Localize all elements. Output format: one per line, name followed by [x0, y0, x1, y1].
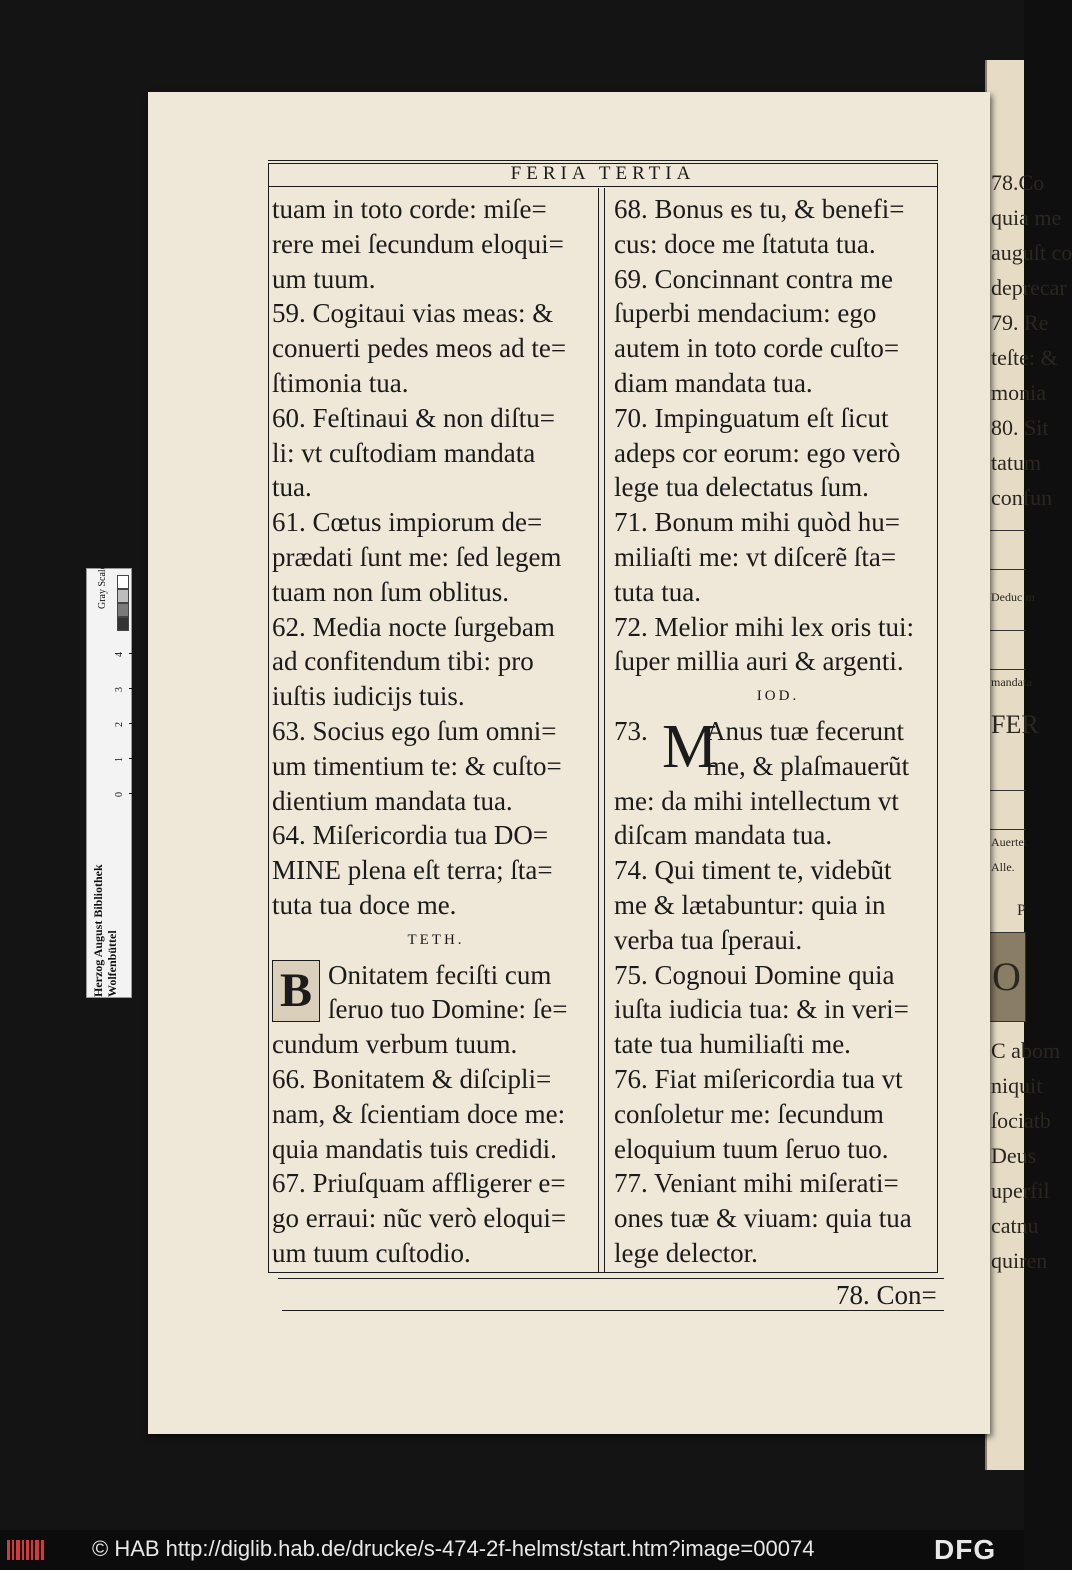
- ruler-tick: [129, 793, 132, 794]
- text-line: 67. Priuſquam affligerer e=: [272, 1168, 566, 1199]
- gray-swatch: [117, 575, 129, 589]
- text-line: conſoletur me: ſecundum: [614, 1098, 884, 1129]
- text-line: Onitatem feciſti cum: [328, 959, 552, 990]
- text-line: autem in toto corde cuſto=: [614, 333, 900, 364]
- text-line: dientium mandata tua.: [272, 785, 513, 816]
- text-line: 68. Bonus es tu, & benefi=: [614, 194, 905, 224]
- text-line: lege tua delectatus ſum.: [614, 472, 869, 503]
- facing-page-text: Deus: [991, 1143, 1037, 1168]
- music-staff: [987, 630, 1026, 670]
- facing-page-text: C abom: [991, 1038, 1061, 1063]
- text-line: quia mandatis tuis credidi.: [272, 1133, 557, 1164]
- text-line: tuta tua doce me.: [272, 889, 457, 920]
- text-line: 69. Concinnant contra me: [614, 263, 893, 294]
- text-line: 64. Miſericordia tua DO=: [272, 820, 549, 851]
- text-line: 60. Feſtinaui & non diſtu=: [272, 402, 555, 433]
- text-line: tua.: [272, 472, 312, 503]
- text-line: 63. Socius ego ſum omni=: [272, 715, 557, 746]
- facing-page-text: tatum: [991, 450, 1042, 475]
- text-line: 66. Bonitatem & diſcipli=: [272, 1063, 552, 1094]
- initial-paragraph: [614, 714, 942, 784]
- text-line: tate tua humiliaſti me.: [614, 1029, 851, 1060]
- text-line: MINE plena eſt terra; ſta=: [272, 855, 553, 886]
- text-line: iuſtis iudicĳs tuis.: [272, 681, 465, 712]
- text-line: tuta tua.: [614, 576, 701, 607]
- barcode-icon: [6, 1538, 46, 1562]
- facing-page-text: uperfil: [991, 1178, 1050, 1203]
- facing-page-text: catnu: [991, 1213, 1039, 1238]
- drop-cap-initial: B: [272, 960, 320, 1022]
- text-line: adeps cor eorum: ego verò: [614, 437, 901, 468]
- text-line: cus: doce me ſtatuta tua.: [614, 228, 876, 259]
- text-line: 75. Cognoui Domine quia: [614, 959, 895, 990]
- right-column: [614, 192, 942, 1271]
- text-line: 74. Qui timent te, videbũt: [614, 855, 892, 886]
- text-line: 77. Veniant mihi miſerati=: [614, 1168, 899, 1199]
- text-line: me, & plaſmauerũt: [706, 750, 910, 781]
- text-line: verba tua ſperaui.: [614, 924, 803, 955]
- facing-page-text: 78.Co: [991, 170, 1045, 195]
- frame-rule: [268, 160, 938, 161]
- facing-page-text: P: [1017, 902, 1026, 919]
- text-line: miliaſti me: vt diſcerẽ ſta=: [614, 541, 897, 572]
- facing-page-text: Deduc m: [991, 590, 1035, 604]
- initial-paragraph: [272, 958, 600, 1028]
- section-heading: IOD.: [756, 688, 800, 705]
- text-line: rere mei ſecundum eloqui=: [272, 228, 564, 259]
- text-line: conuerti pedes meos ad te=: [272, 333, 567, 364]
- facing-page-text: 80. Sit: [991, 415, 1049, 440]
- text-line: ſtimonia tua.: [272, 367, 409, 398]
- left-column: [272, 192, 600, 1271]
- text-line: lege delector.: [614, 1237, 758, 1268]
- section-heading: TETH.: [407, 931, 465, 948]
- facing-page-text: confun: [991, 485, 1053, 510]
- facing-page-text: niquit: [991, 1073, 1043, 1098]
- decorated-initial: O: [989, 932, 1026, 1022]
- text-line: ſeruo tuo Domine: ſe=: [328, 994, 568, 1025]
- catchword: 78. Con=: [836, 1280, 937, 1310]
- large-initial: M: [662, 712, 718, 781]
- gray-scale-ruler: [86, 564, 132, 998]
- ruler-institution-city: Wolfenbüttel: [105, 930, 119, 997]
- text-line: iuſta iudicia tua: & in veri=: [614, 994, 909, 1025]
- ruler-tick: [129, 723, 132, 724]
- text-line: prædati ſunt me: ſed legem: [272, 541, 562, 572]
- text-line: tuam in toto corde: miſe=: [272, 194, 547, 224]
- text-line: 76. Fiat miſericordia tua vt: [614, 1063, 903, 1094]
- viewer-footer: [0, 1530, 1024, 1570]
- ruler-tick: [129, 653, 132, 654]
- facing-page-text: monia: [991, 380, 1046, 405]
- text-line: eloquium tuum ſeruo tuo.: [614, 1133, 889, 1164]
- text-line: um tuum.: [272, 263, 376, 294]
- text-line: Anus tuæ fecerunt: [706, 715, 904, 746]
- music-staff: [987, 530, 1026, 570]
- gray-swatch: [117, 617, 129, 631]
- facing-page-edge: [985, 60, 1072, 1470]
- text-line: diam mandata tua.: [614, 367, 813, 398]
- header-rule: [268, 186, 938, 187]
- facing-page-text: quiren: [991, 1248, 1048, 1273]
- facing-page-text: teſte: &: [991, 345, 1058, 370]
- ruler-institution: Herzog August Bibliothek: [91, 864, 105, 997]
- text-line: ones tuæ & viuam: quia tua: [614, 1203, 912, 1234]
- facing-page-text: deprecar: [991, 275, 1067, 300]
- facing-page-text: ſociatb: [991, 1108, 1051, 1133]
- ruler-tick: [129, 758, 132, 759]
- ruler-number: 0: [114, 792, 125, 797]
- gray-scale-label: Gray Scale: [97, 564, 108, 609]
- text-line: ſuperbi mendacium: ego: [614, 298, 877, 329]
- ruler-number: 1: [114, 757, 125, 762]
- column-rule: [604, 188, 605, 1273]
- music-staff: [987, 790, 1026, 830]
- facing-page-text: 79. Re: [991, 310, 1049, 335]
- facing-page-text: Alle.: [991, 860, 1015, 874]
- gray-swatch: [117, 589, 129, 603]
- text-line: me & lætabuntur: quia in: [614, 889, 886, 920]
- copyright-url[interactable]: © HAB http://diglib.hab.de/drucke/s-474-2f-helmst/start.htm?image=00074: [92, 1536, 815, 1561]
- facing-page-text: auguſt co: [991, 240, 1072, 265]
- verse-number: 73.: [614, 715, 648, 746]
- facing-page-text: Auertet: [991, 835, 1027, 849]
- ruler-tick: [129, 688, 132, 689]
- text-line: um tuum cuſtodio.: [272, 1237, 471, 1268]
- facing-page-text: quia me: [991, 205, 1062, 230]
- ruler-number: 2: [114, 722, 125, 727]
- text-line: li: vt cuſtodiam mandata: [272, 437, 536, 468]
- text-line: cundum verbum tuum.: [272, 1029, 518, 1060]
- facing-page-heading: FER: [991, 710, 1039, 739]
- text-line: me: da mihi intellectum vt: [614, 785, 899, 816]
- text-line: 70. Impinguatum eſt ſicut: [614, 402, 889, 433]
- text-line: 62. Media nocte ſurgebam: [272, 611, 555, 642]
- text-line: nam, & ſcientiam doce me:: [272, 1098, 566, 1129]
- text-line: 59. Cogitaui vias meas: &: [272, 298, 554, 329]
- text-line: 72. Melior mihi lex oris tui:: [614, 611, 914, 642]
- text-line: tuam non ſum oblitus.: [272, 576, 510, 607]
- gray-swatch: [117, 603, 129, 617]
- ruler-number: 3: [114, 687, 125, 692]
- text-line: ad confitendum tibi: pro: [272, 646, 534, 677]
- ruler-number: 4: [114, 652, 125, 657]
- text-line: 71. Bonum mihi quòd hu=: [614, 507, 900, 538]
- text-line: ſuper millia auri & argenti.: [614, 646, 904, 677]
- dfg-logo: DFG: [934, 1534, 997, 1565]
- text-line: 61. Cœtus impiorum de=: [272, 507, 543, 538]
- facing-page-text: mandata: [991, 675, 1032, 689]
- text-line: diſcam mandata tua.: [614, 820, 833, 851]
- text-line: go erraui: nũc verò eloqui=: [272, 1203, 567, 1234]
- running-head: FERIA TERTIA: [510, 163, 696, 184]
- text-line: um timentium te: & cuſto=: [272, 750, 562, 781]
